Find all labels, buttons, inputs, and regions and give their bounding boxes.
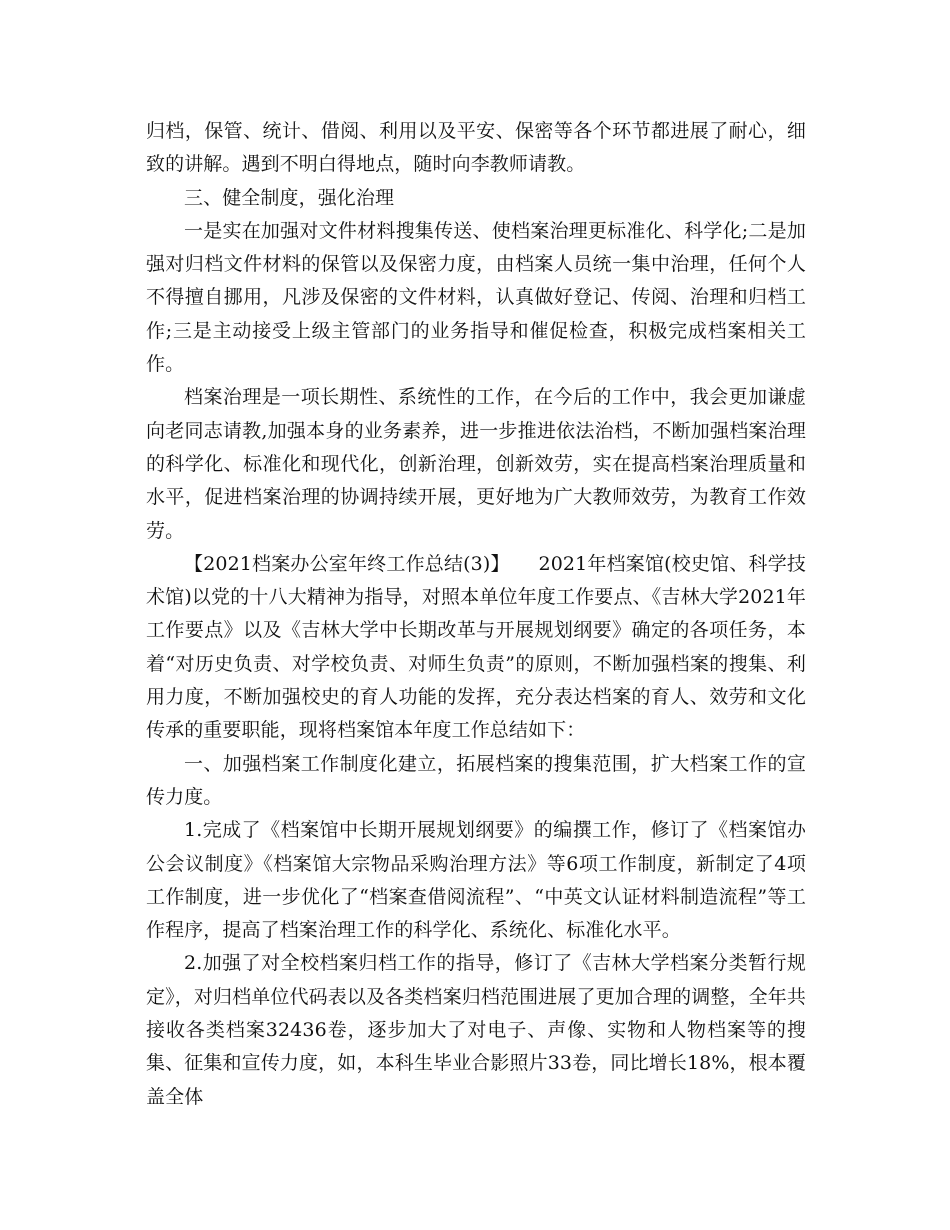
paragraph-continuation: 归档，保管、统计、借阅、利用以及平安、保密等各个环节都进展了耐心，细致的讲解。遇到不明白得地点，随时向李教师请教。: [146, 120, 806, 176]
paragraph-item-1: 1.完成了《档案馆中长期开展规划纲要》的编撰工作，修订了《档案馆办公会议制度》《档案馆大宗物品采购治理方法》等6项工作制度，新制定了4项工作制度，进一步优化了“档案查借阅流程”、“中英文认证材料制造流程”等工作程序，提高了档案治理工作的科学化、系统化、标准化水平。: [146, 819, 806, 942]
paragraph-conclusion: 档案治理是一项长期性、系统性的工作，在今后的工作中，我会更加谦虚向老同志请教,加强本身的业务素养，进一步推进依法治档，不断加强档案治理的科学化、标准化和现代化，创新治理，创新效劳，实在提高档案治理质量和水平，促进档案治理的协调持续开展，更好地为广大教师效劳，为教育工作效劳。: [146, 386, 806, 542]
section-heading-1: 一、加强档案工作制度化建立，拓展档案的搜集范围，扩大档案工作的宣传力度。: [146, 752, 806, 808]
paragraph-summary-3-intro: 【2021档案办公室年终工作总结(3)】 2021年档案馆(校史馆、科学技术馆)以党的十八大精神为指导，对照本单位年度工作要点、《吉林大学2021年工作要点》以及《吉林大学中长期改革与开展规划纲要》确定的各项任务，本着“对历史负责、对学校负责、对师生负责”的原则，不断加强档案的搜集、利用力度，不断加强校史的育人功能的发挥，充分表达档案的育人、效劳和文化传承的重要职能，现将档案馆本年度工作总结如下：: [146, 552, 806, 742]
paragraph-item-2: 2.加强了对全校档案归档工作的指导，修订了《吉林大学档案分类暂行规定》，对归档单位代码表以及各类档案归档范围进展了更加合理的调整，全年共接收各类档案32436卷，逐步加大了对电子、声像、实物和人物档案等的搜集、征集和宣传力度，如，本科生毕业合影照片33卷，同比增长18%，根本覆盖全体: [146, 952, 806, 1108]
document-body: [146, 115, 806, 1114]
section-heading-3: 三、健全制度，强化治理: [184, 186, 395, 209]
paragraph-measures: 一是实在加强对文件材料搜集传送、使档案治理更标准化、科学化;二是加强对归档文件材料的保管以及保密力度，由档案人员统一集中治理，任何个人不得擅自挪用，凡涉及保密的文件材料，认真做好登记、传阅、治理和归档工作;三是主动接受上级主管部门的业务指导和催促检查，积极完成档案相关工作。: [146, 219, 806, 376]
